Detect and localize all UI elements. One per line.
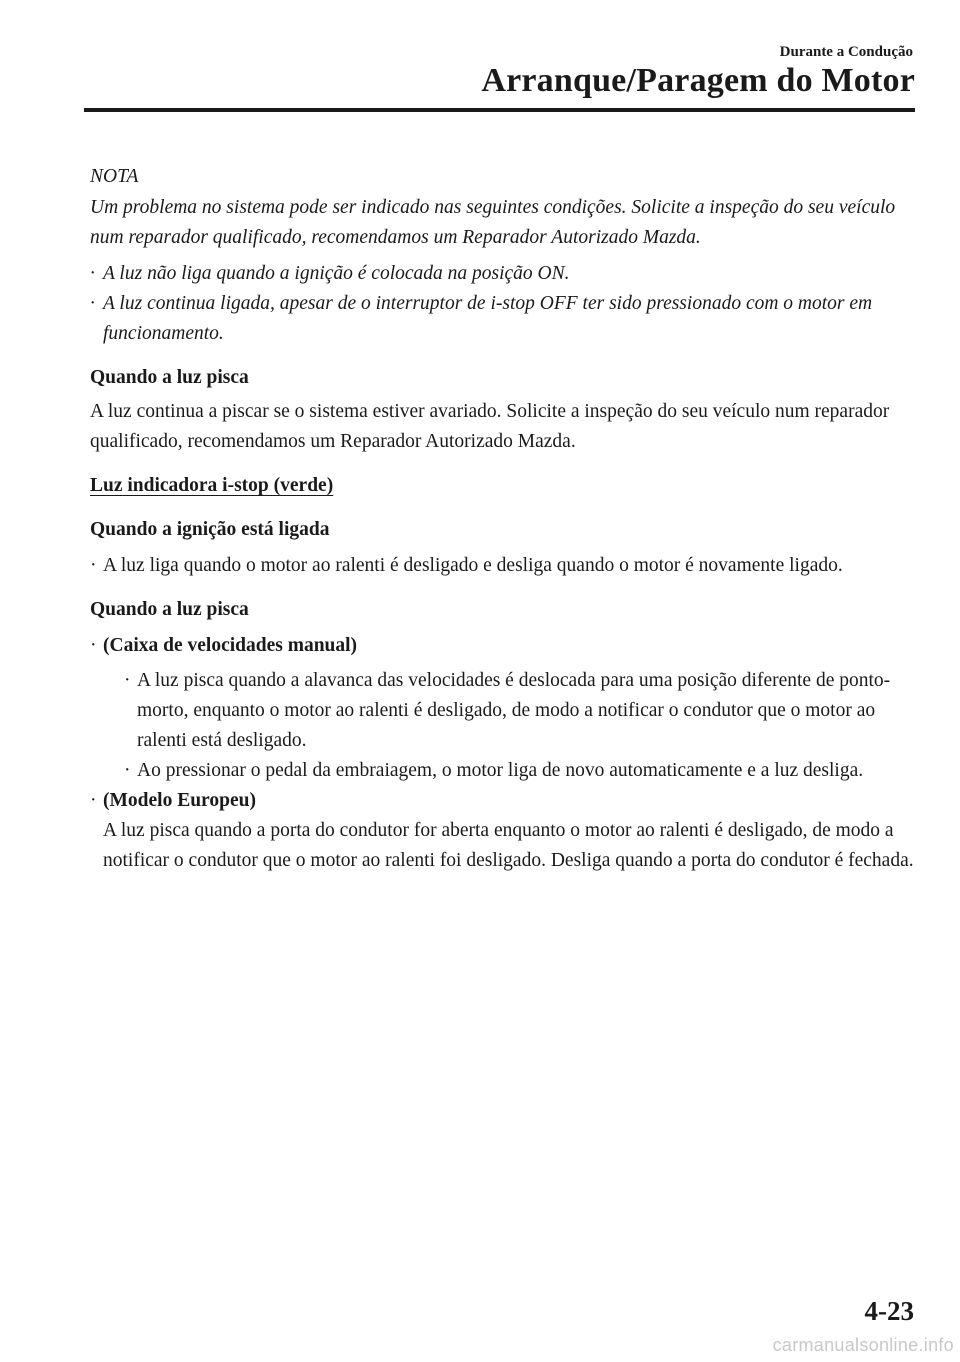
page-content	[90, 162, 920, 876]
section-heading: Quando a luz pisca	[90, 367, 249, 388]
blink-heading: Quando a luz pisca	[90, 599, 249, 620]
list-item	[90, 631, 920, 786]
list-item-text: A luz liga quando o motor ao ralenti é desligado e desliga quando o motor é novamente ligado.	[103, 555, 843, 576]
bullet-icon: ·	[90, 555, 97, 576]
bullet-icon: ·	[90, 635, 97, 656]
bullet-icon: ·	[124, 760, 131, 781]
section-name: Durante a Condução	[779, 44, 913, 60]
list-item	[90, 259, 920, 289]
bullet-icon: ·	[90, 263, 95, 284]
ignition-list	[90, 551, 920, 581]
header-divider	[84, 108, 915, 112]
page-number: 4-23	[864, 1296, 914, 1326]
manual-label: (Caixa de velocidades manual)	[103, 635, 358, 656]
indicator-title: Luz indicadora i-stop (verde)	[90, 475, 334, 496]
list-item-text: Ao pressionar o pedal da embraiagem, o motor liga de novo automaticamente e a luz desliga.	[137, 760, 864, 781]
note-block	[90, 162, 920, 349]
european-text: A luz pisca quando a porta do condutor for aberta enquanto o motor ao ralenti é desligado, de modo a notificar o condutor que o motor ao ralenti foi desligado. Desliga quando a porta do condutor é fechada.	[103, 820, 914, 871]
note-label: NOTA	[90, 166, 139, 187]
list-item	[90, 551, 920, 581]
bullet-icon: ·	[124, 670, 131, 691]
note-list	[90, 259, 920, 349]
section-text: A luz continua a piscar se o sistema estiver avariado. Solicite a inspeção do seu veículo num reparador qualificado, recomendamos um Reparador Autorizado Mazda.	[90, 401, 890, 452]
blink-list	[90, 631, 920, 876]
list-item-text: A luz pisca quando a alavanca das velocidades é deslocada para uma posição diferente de ponto-morto, enquanto o motor ao ralenti é desligado, de modo a notificar o condutor que o motor ao ralenti está desligado.	[137, 670, 891, 751]
ignition-heading: Quando a ignição está ligada	[90, 519, 330, 540]
list-item	[124, 756, 920, 786]
list-item	[124, 666, 920, 756]
page-title: Arranque/Paragem do Motor	[481, 62, 915, 99]
list-item	[90, 289, 920, 349]
watermark: carmanualsonline.info	[772, 1335, 954, 1355]
list-item	[90, 786, 920, 876]
manual-list	[124, 666, 920, 786]
list-item-text: A luz não liga quando a ignição é colocada na posição ON.	[103, 263, 570, 284]
european-label: (Modelo Europeu)	[103, 790, 256, 811]
list-item-text: A luz continua ligada, apesar de o interruptor de i-stop OFF ter sido pressionado com o motor em funcionamento.	[103, 293, 873, 344]
bullet-icon: ·	[90, 293, 95, 314]
bullet-icon: ·	[90, 790, 97, 811]
note-text: Um problema no sistema pode ser indicado nas seguintes condições. Solicite a inspeção do seu veículo num reparador qualificado, recomendamos um Reparador Autorizado Mazda.	[90, 197, 896, 248]
